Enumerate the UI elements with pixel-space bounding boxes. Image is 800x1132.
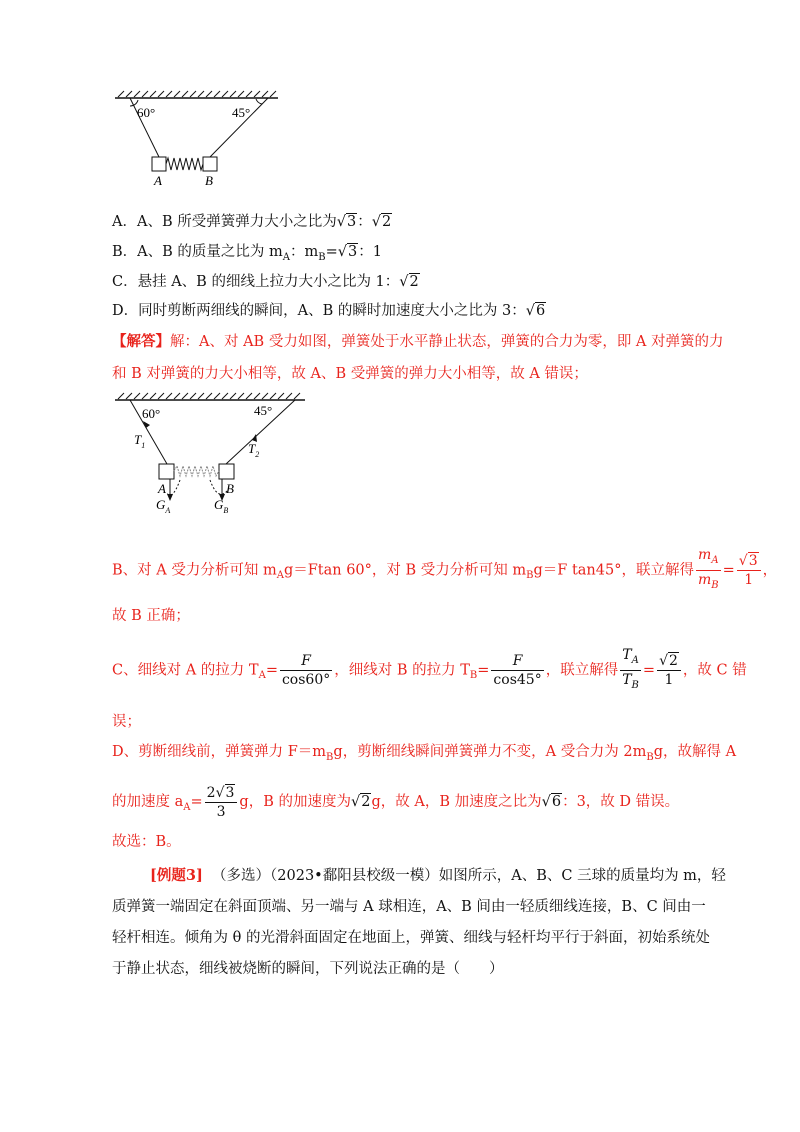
sqrt: √3 [337,244,358,260]
block-a [159,464,174,479]
equals: = [722,562,735,579]
example-text-2: 质弹簧一端固定在斜面顶端、另一端与 A 球相连，A、B 间由一轻质细线连接，B、C 间由一 [112,899,706,915]
option-d-text: D．同时剪断两细线的瞬间，A、B 的瞬时加速度大小之比为 3： [112,303,526,319]
fraction-numerator: F [491,652,543,671]
fraction-numerator: m [698,547,712,563]
radicand: 3 [748,552,758,569]
subscript: B [711,579,719,591]
part-d-line-1 [112,742,736,768]
part-d-text-4: 的加速度 a [112,794,184,810]
option-c-text: C．悬挂 A、B 的细线上拉力大小之比为 1： [112,274,400,290]
option-c [112,272,420,292]
fraction-denominator: 1 [744,571,754,588]
example-line-2 [112,897,706,917]
option-b [112,242,382,268]
equals: = [265,662,278,679]
fraction-denominator: m [697,571,712,588]
result-fraction [737,552,761,589]
subscript: B [646,751,654,763]
ceiling [115,91,278,98]
answer-line-2 [112,364,588,384]
spring [174,466,219,476]
part-b-conclusion: 故 B 正确； [112,608,190,624]
tension-b-fraction [491,652,543,689]
sqrt: √2 [399,274,419,290]
part-b-text: B、对 A 受力分析可知 m [112,562,277,579]
sqrt: √2 [371,214,392,230]
example-text-3: 轻杆相连。倾角为 θ 的光滑斜面固定在地面上，弹簧、细线与轻杆均平行于斜面，初始系统处 [112,930,710,946]
example-line-4 [112,959,504,979]
fraction-denominator: cos45° [493,671,542,688]
separator: ： [357,214,372,230]
radicand: 2 [361,794,371,810]
punctuation: ， [762,562,778,579]
answer-text: 解：A、对 AB 受力如图，弹簧处于水平静止状态，弹簧的合力为零，即 A 对弹簧的力 [170,334,724,350]
fraction-denominator: 1 [664,671,674,688]
label-b: B [205,173,213,188]
example-text: （多选）（2023•鄱阳县校级一模）如图所示，A、B、C 三球的质量均为 m，轻 [212,868,726,884]
equals: = [642,662,656,679]
t1-label: $T_1$ [134,432,146,450]
part-d-line-2 [112,782,679,828]
part-c-text: C、细线对 A 的拉力 T [112,662,259,679]
tension-a-fraction [280,652,332,689]
equals: = [325,244,338,260]
subscript: B [631,679,639,691]
sqrt: √6 [541,794,562,810]
subscript: A [282,251,290,263]
part-b-line-2 [112,606,190,626]
angle-arc-right [256,99,262,104]
radicand: 3 [346,214,357,230]
fraction-numerator: 2 [206,784,216,801]
label-a: A [158,481,166,496]
radicand: 3 [225,784,235,801]
answer-line-1 [112,332,724,352]
option-b-text-3: ：1 [358,244,382,260]
fraction-denominator: 3 [216,803,226,820]
part-b-line-1 [112,546,777,596]
part-c-text-4: ，故 C 错 [682,662,747,679]
radicand: 2 [668,652,678,669]
ga-label: $G_A$ [156,497,171,515]
part-c-conclusion: 误； [112,714,141,730]
sqrt: √3 [336,214,357,230]
radicand: 3 [348,244,358,260]
fraction-numerator: T [622,647,632,663]
fraction-denominator: T [622,671,632,688]
t2-label: $T_2$ [248,441,260,459]
angle-right: 45° [232,105,251,120]
spring [166,158,203,170]
tension-ratio-fraction [620,646,641,695]
part-d-text-6: g，故 A，B 加速度之比为 [371,794,542,810]
radicand: 2 [381,214,392,230]
example-line-3 [112,928,710,948]
sqrt: √2 [659,652,678,669]
fraction-numerator: F [280,652,332,671]
block-b [219,464,234,479]
option-a [112,212,392,232]
subscript: A [183,801,191,813]
radicand: 6 [535,303,546,319]
equals: = [477,662,490,679]
sqrt: √2 [350,794,371,810]
example-tag: [例题3] [150,867,203,884]
example-text-4: 于静止状态，细线被烧断的瞬间，下列说法正确的是（ ） [112,961,504,977]
option-d [112,301,546,321]
part-d-text-5: g，B 的加速度为 [239,794,351,810]
part-c-line-1 [112,646,747,696]
option-b-text-2: ：m [289,244,319,260]
part-d-text-7: ：3，故 D 错误。 [562,794,680,810]
conclusion [112,832,181,852]
conclusion-text: 故选：B。 [112,834,181,850]
sqrt: √6 [525,303,546,319]
part-c-line-2 [112,712,141,732]
option-a-text: A．A、B 所受弹簧弹力大小之比为 [112,214,337,230]
tension-result-fraction [657,652,681,689]
acceleration-fraction [205,784,238,821]
ceiling [115,393,305,400]
part-b-text-3: g＝F tan45°，联立解得 [533,562,694,579]
block-a [152,157,166,171]
angle-right: 45° [254,403,273,418]
part-b-text-2: g＝Ftan 60°，对 B 受力分析可知 m [283,562,527,579]
option-b-text: B．A、B 的质量之比为 m [112,244,283,260]
label-b: B [226,481,234,496]
angle-left: 60° [137,105,156,120]
angle-left: 60° [142,406,161,421]
part-d-text: D、剪断细线前，弹簧弹力 F＝m [112,744,327,760]
answer-tag: 【解答】 [112,333,170,350]
block-b [203,157,217,171]
subscript: A [711,554,719,566]
part-d-text-3: g，故解得 A [653,744,737,760]
subscript: A [631,654,639,666]
spring-force-left [166,480,180,495]
part-c-text-2: ，细线对 B 的拉力 T [334,662,470,679]
mass-ratio-fraction [696,546,721,595]
gb-label: $G_B$ [214,497,229,515]
subscript: B [469,670,478,682]
answer-text-2: 和 B 对弹簧的力大小相等，故 A、B 受弹簧的弹力大小相等，故 A 错误； [112,366,588,382]
part-d-text-2: g，剪断细线瞬间弹簧弹力不变，A 受合力为 2m [333,744,647,760]
ga-arrowhead [167,494,173,501]
example-line-1 [150,866,726,886]
subscript: A [276,570,284,582]
label-a: A [154,173,162,188]
diagram-1 [110,88,285,190]
subscript: B [526,570,534,582]
subscript: A [258,670,266,682]
fraction-denominator: cos60° [281,671,331,688]
equals: = [190,794,203,810]
part-c-text-3: ，联立解得 [545,662,619,679]
subscript: B [318,251,326,263]
radicand: 6 [551,794,562,810]
subscript: B [326,751,334,763]
diagram-2-force [110,390,310,515]
radicand: 2 [409,274,419,290]
sqrt: √3 [215,784,235,801]
sqrt: √3 [738,552,758,569]
